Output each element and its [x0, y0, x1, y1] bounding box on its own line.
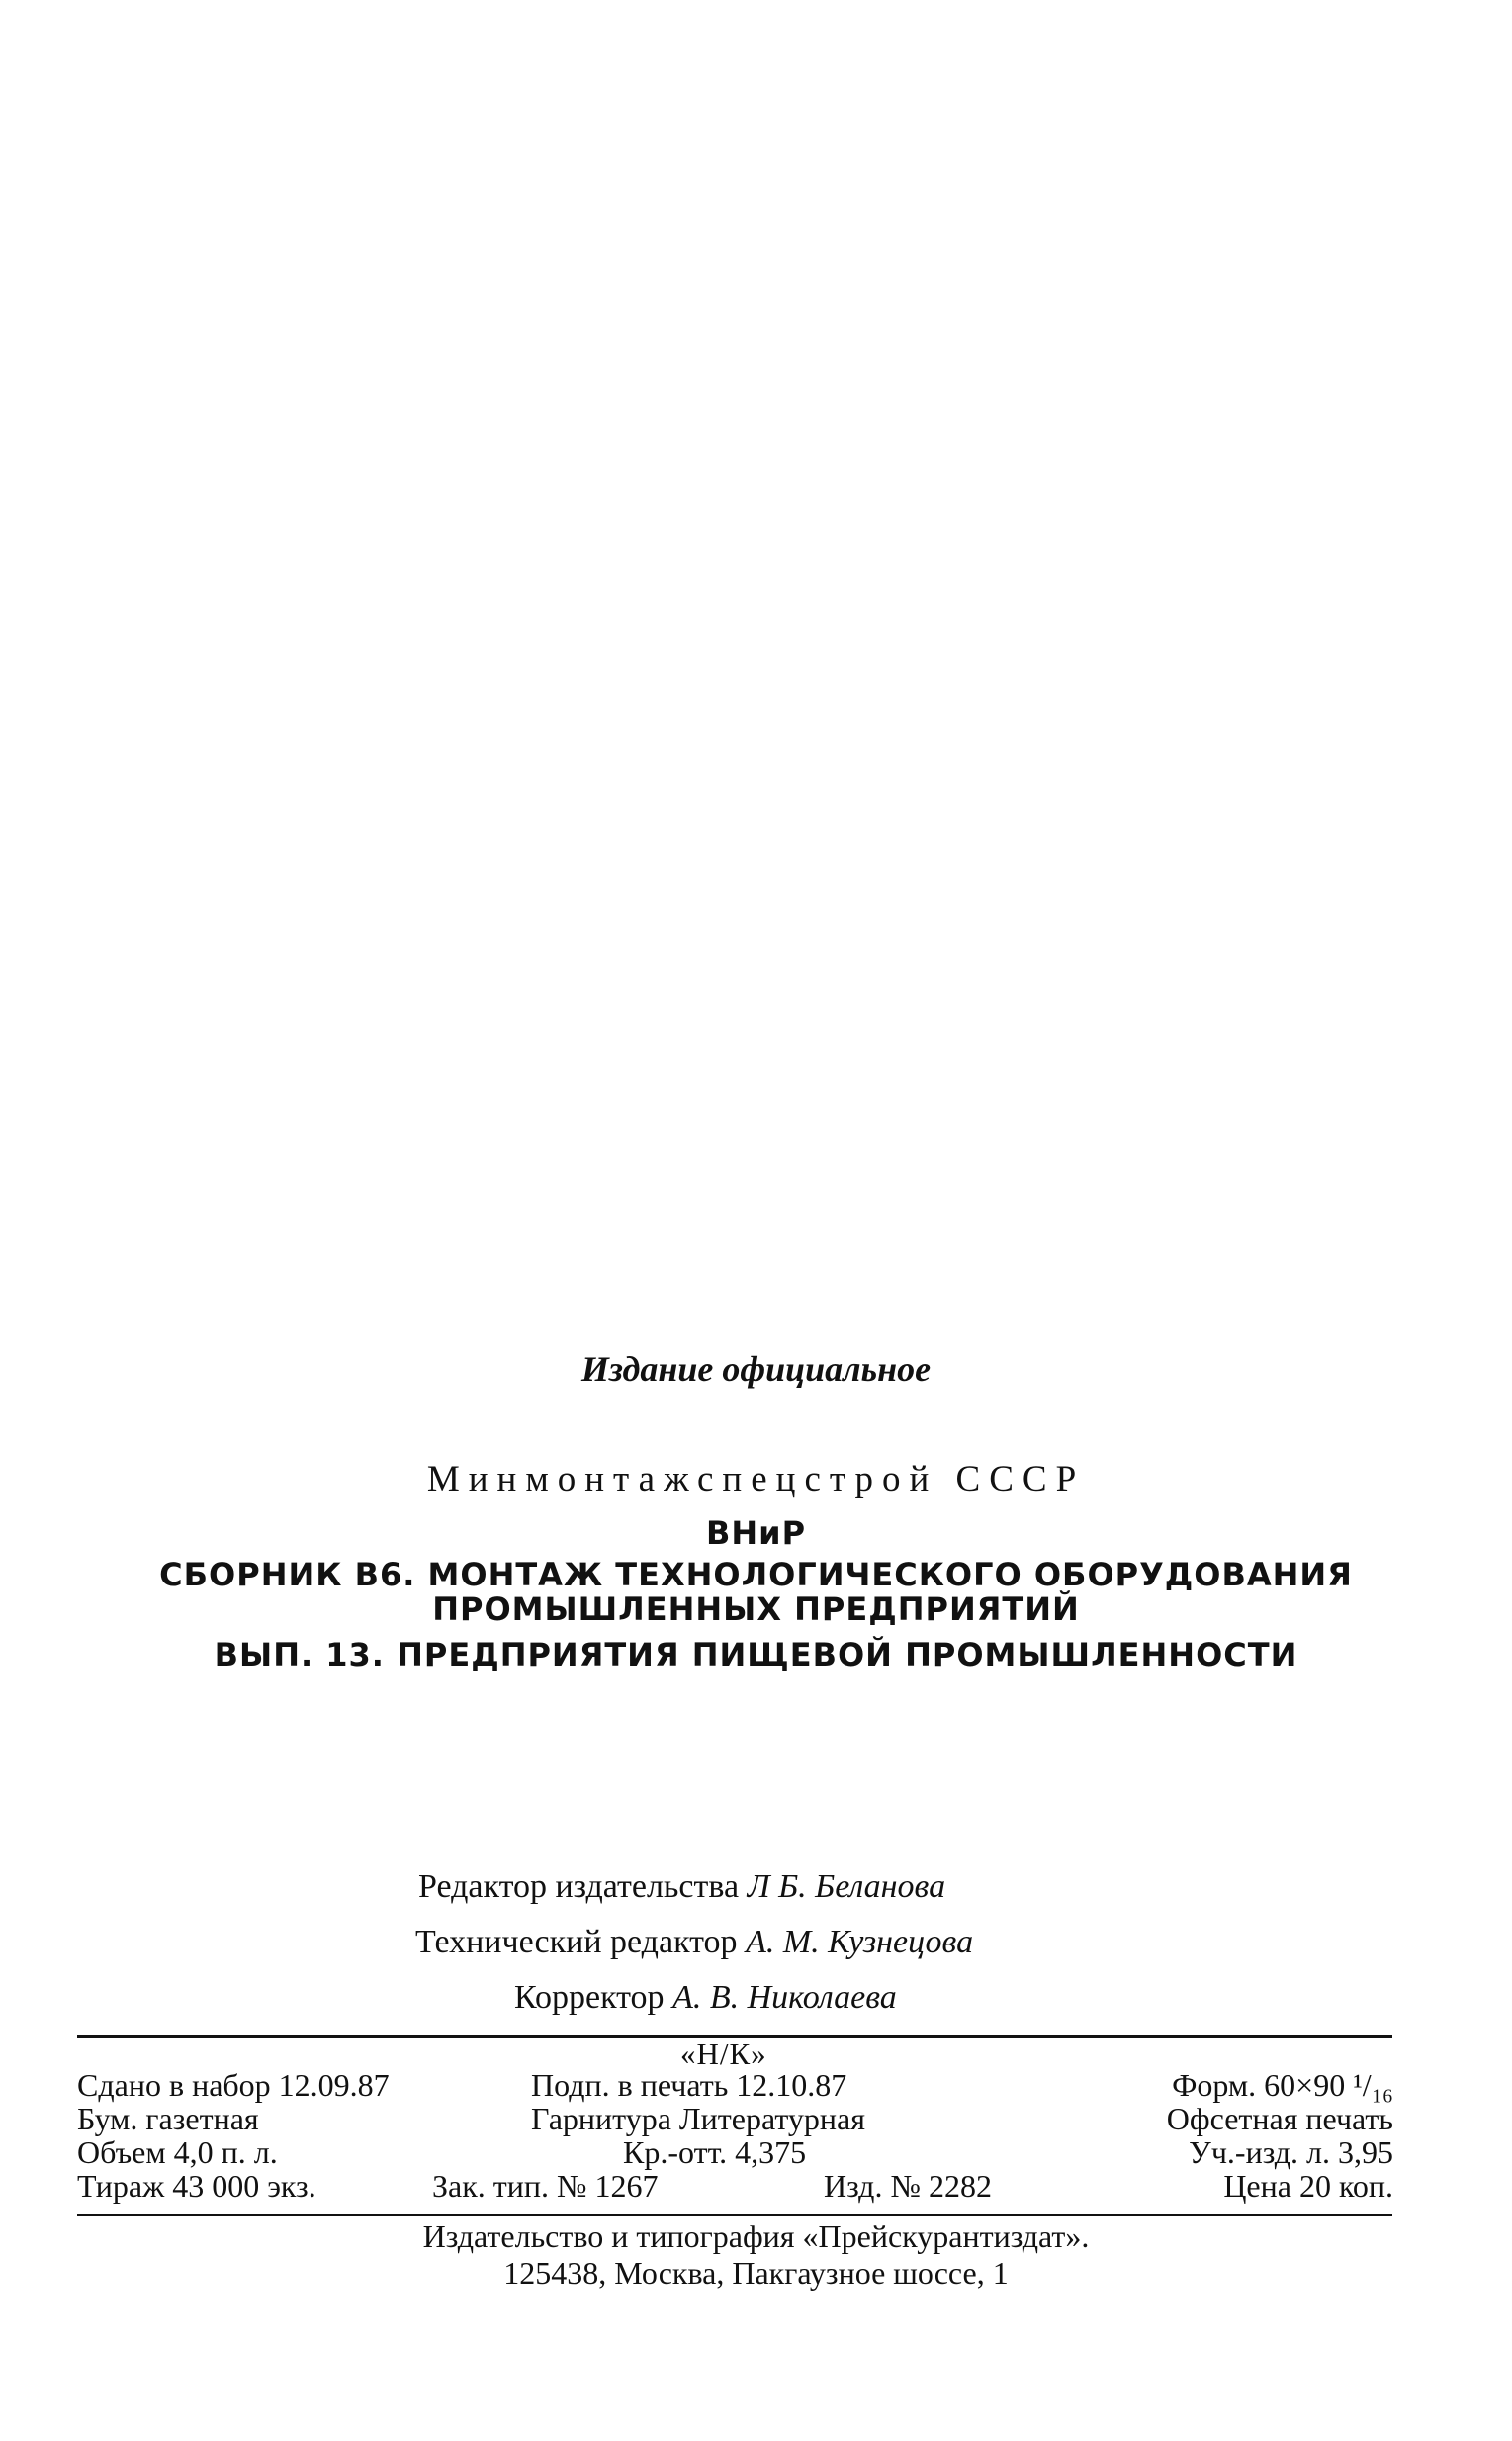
credit-role: Редактор издательства	[418, 1868, 740, 1905]
credit-name: А. В. Николаева	[672, 1979, 897, 2016]
publisher-name: Издательство и типография «Прейскурантиздат».	[422, 2218, 1090, 2254]
heading-line-1: СБОРНИК В6. МОНТАЖ ТЕХНОЛОГИЧЕСКОГО ОБОРУДОВАНИЯ	[159, 1556, 1353, 1593]
credit-name: Л Б. Беланова	[747, 1868, 946, 1905]
imprint-color-proofs: Кр.-отт. 4,375	[623, 2134, 807, 2170]
imprint-paper: Бум. газетная	[77, 2101, 259, 2136]
heading-line-3: ВЫП. 13. ПРЕДПРИЯТИЯ ПИЩЕВОЙ ПРОМЫШЛЕННОСТИ	[214, 1636, 1298, 1673]
credit-proofreader	[514, 1979, 897, 2017]
publisher-address: 125438, Москва, Пакгаузное шоссе, 1	[503, 2255, 1009, 2291]
credit-name: А. М. Кузнецова	[746, 1924, 974, 1960]
credit-publishing-editor	[418, 1868, 945, 1906]
imprint-typeface: Гарнитура Литературная	[531, 2101, 865, 2136]
imprint-printing: Офсетная печать	[1166, 2101, 1393, 2136]
imprint-format: Форм. 60×90 ¹/₁₆	[1172, 2067, 1393, 2103]
ministry-name: Минмонтажспецстрой СССР	[426, 1459, 1086, 1499]
imprint-print-run: Тираж 43 000 экз.	[77, 2168, 316, 2204]
credit-technical-editor	[415, 1924, 973, 1961]
heading-short-name: ВНиР	[705, 1514, 807, 1552]
credit-role: Технический редактор	[415, 1924, 738, 1960]
imprint-marker: «Н/К»	[680, 2036, 767, 2071]
imprint-edition-number: Изд. № 2282	[824, 2168, 992, 2204]
credit-role: Корректор	[514, 1979, 665, 2016]
imprint-publisher-sheets: Уч.-изд. л. 3,95	[1189, 2134, 1393, 2170]
imprint-volume: Объем 4,0 п. л.	[77, 2134, 278, 2170]
imprint-sent-to-set: Сдано в набор 12.09.87	[77, 2067, 390, 2103]
bottom-divider	[77, 2214, 1392, 2216]
imprint-signed-to-print: Подп. в печать 12.10.87	[531, 2067, 847, 2103]
imprint-order-number: Зак. тип. № 1267	[432, 2168, 659, 2204]
edition-note: Издание официальное	[580, 1349, 932, 1389]
heading-line-2: ПРОМЫШЛЕННЫХ ПРЕДПРИЯТИЙ	[432, 1590, 1080, 1628]
imprint-price: Цена 20 коп.	[1223, 2168, 1393, 2204]
